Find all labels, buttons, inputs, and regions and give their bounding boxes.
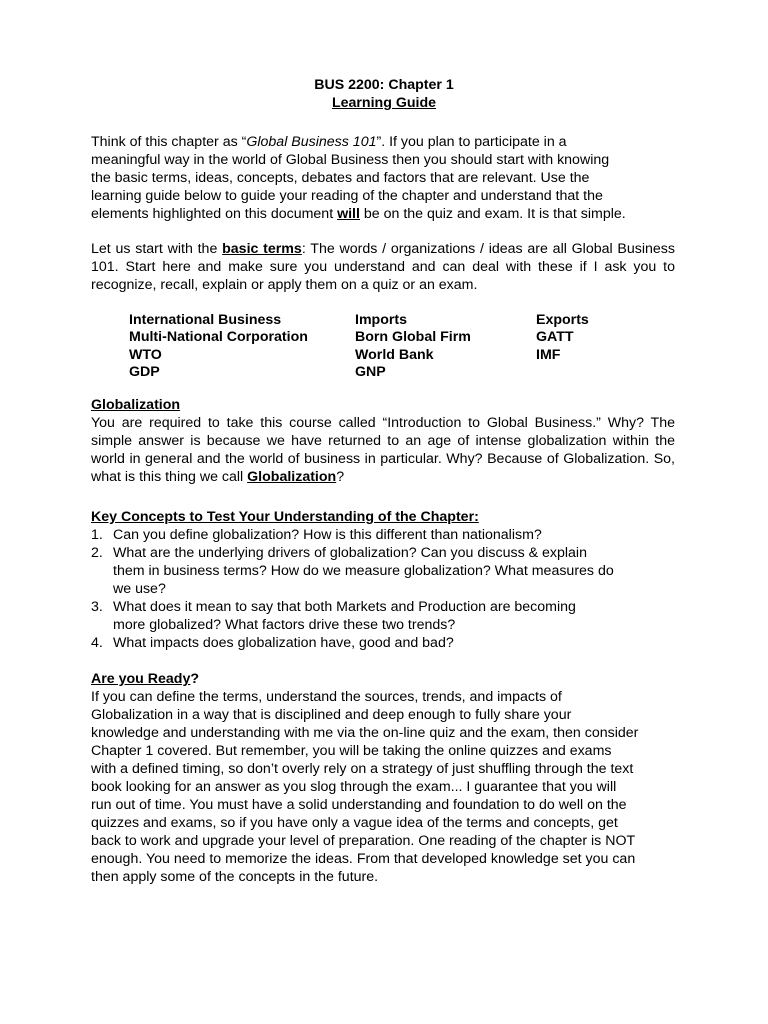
intro-line: meaningful way in the world of Global Business then you should start with knowing bbox=[91, 152, 610, 168]
key-concepts-section bbox=[91, 508, 675, 652]
globalization-section bbox=[91, 396, 675, 486]
ready-line: back to work and upgrade your level of preparation. One reading of the chapter is NOT bbox=[91, 833, 636, 849]
document-title: BUS 2200: Chapter 1 bbox=[314, 77, 454, 93]
term: Exports bbox=[536, 312, 589, 328]
list-item: 1. Can you define globalization? How is this different than nationalism? bbox=[91, 527, 542, 543]
document-subtitle: Learning Guide bbox=[331, 95, 437, 111]
term: WTO bbox=[129, 346, 162, 363]
ready-line: If you can define the terms, understand the sources, trends, and impacts of bbox=[91, 689, 562, 705]
ready-line: with a defined timing, so don’t overly rely on a strategy of just shuffling through the text bbox=[91, 761, 634, 777]
list-number: 1. bbox=[91, 527, 103, 543]
ready-line: Globalization in a way that is disciplined and deep enough to fully share your bbox=[91, 707, 572, 723]
ready-line: Chapter 1 covered. But remember, you will be taking the online quizzes and exams bbox=[91, 743, 612, 759]
ready-line: knowledge and understanding with me via the on-line quiz and the exam, then consider bbox=[91, 725, 639, 741]
list-number: 2. bbox=[91, 545, 103, 561]
key-concepts-heading: Key Concepts to Test Your Understanding of the Chapter: bbox=[91, 509, 479, 525]
list-item: 3. What does it mean to say that both Markets and Production are becoming more globalized? What factors drive these two trends? bbox=[91, 599, 576, 633]
globalization-body: You are required to take this course called “Introduction to Global Business.” Why? The simple answer is because we have returned to an age of intense globalization within the world in general and the world of business in particular. Why? Because of Globalization. So, what is this thing we call Globalization? bbox=[91, 415, 675, 485]
intro-paragraph bbox=[91, 133, 675, 223]
list-number: 4. bbox=[91, 635, 103, 651]
term: Multi-National Corporation bbox=[129, 329, 308, 346]
basic-terms-paragraph: Let us start with the basic terms: The words / organizations / ideas are all Global Business 101. Start here and make sure you understand and can deal with these if I ask you to recognize, recall, explain or apply them on a quiz or an exam. bbox=[91, 241, 675, 293]
ready-line: enough. You need to memorize the ideas. From that developed knowledge set you can bbox=[91, 851, 636, 867]
term: GDP bbox=[129, 363, 160, 380]
intro-will-emphasis: will bbox=[337, 206, 360, 222]
intro-line: elements highlighted on this document will be on the quiz and exam. It is that simple. bbox=[91, 206, 626, 222]
ready-section bbox=[91, 670, 675, 886]
ready-line: then apply some of the concepts in the future. bbox=[91, 869, 379, 885]
list-item: 4. What impacts does globalization have, good and bad? bbox=[91, 635, 454, 651]
ready-line: run out of time. You must have a solid understanding and foundation to do well on the bbox=[91, 797, 627, 813]
term: International Business bbox=[129, 312, 282, 328]
basic-terms-emphasis: basic terms bbox=[222, 241, 302, 257]
term: GNP bbox=[355, 363, 386, 380]
ready-line: book looking for an answer as you slog through the exam... I guarantee that you will bbox=[91, 779, 617, 795]
globalization-emphasis: Globalization bbox=[247, 469, 337, 485]
intro-emphasis: Global Business 101 bbox=[246, 134, 377, 150]
intro-line: the basic terms, ideas, concepts, debates and factors that are relevant. Use the bbox=[91, 170, 590, 186]
intro-line: Think of this chapter as “Global Business 101”. If you plan to participate in a bbox=[91, 134, 567, 150]
term: Born Global Firm bbox=[355, 329, 471, 346]
intro-line: learning guide below to guide your reading of the chapter and understand that the bbox=[91, 188, 603, 204]
term: IMF bbox=[536, 346, 561, 363]
ready-line: quizzes and exams, so if you have only a vague idea of the terms and concepts, get bbox=[91, 815, 618, 831]
key-concepts-list bbox=[91, 526, 675, 652]
ready-heading: Are you Ready? bbox=[91, 671, 200, 687]
term: World Bank bbox=[355, 346, 434, 363]
term: GATT bbox=[536, 329, 574, 346]
list-item: 2. What are the underlying drivers of globalization? Can you discuss & explain them in business terms? How do we measure globalization? What measures do we use? bbox=[91, 545, 614, 597]
term: Imports bbox=[355, 312, 408, 328]
list-number: 3. bbox=[91, 599, 103, 615]
globalization-heading: Globalization bbox=[91, 397, 181, 413]
